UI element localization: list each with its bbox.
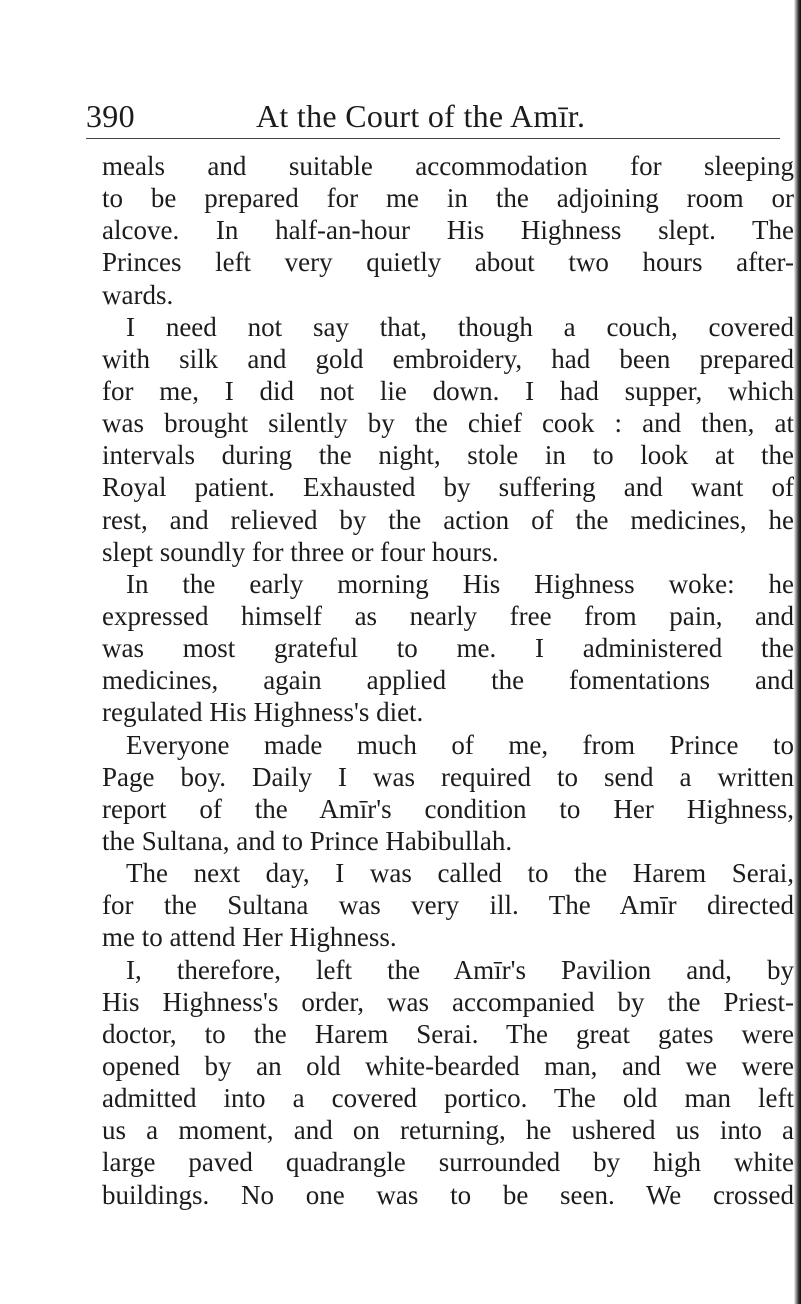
header-rule xyxy=(86,138,780,139)
text-line: opened by an old white-bearded man, and we were xyxy=(102,1050,794,1081)
text-line: The next day, I was called to the Harem Serai, xyxy=(126,858,794,889)
text-line: regulated His Highness's diet. xyxy=(102,697,424,728)
text-line: rest, and relieved by the action of the medicines, he xyxy=(102,504,794,535)
text-line: was most grateful to me. I administered the xyxy=(102,633,794,664)
text-line: large paved quadrangle surrounded by high white xyxy=(102,1147,794,1178)
text-line: me to attend Her Highness. xyxy=(102,922,397,953)
text-line: Princes left very quietly about two hours after- xyxy=(102,247,794,278)
text-line: for the Sultana was very ill. The Amīr directed xyxy=(102,890,794,921)
text-line: for me, I did not lie down. I had supper, which xyxy=(102,375,794,406)
text-line: slept soundly for three or four hours. xyxy=(102,536,499,567)
page-edge-shadow xyxy=(794,0,801,1304)
running-title: At the Court of the Amīr. xyxy=(256,98,586,134)
text-line: with silk and gold embroidery, had been prepared xyxy=(102,343,794,374)
page-number: 390 xyxy=(86,98,135,134)
body-text xyxy=(102,150,794,1211)
text-line: I, therefore, left the Amīr's Pavilion and, by xyxy=(126,954,794,985)
text-line: report of the Amīr's condition to Her Highness, xyxy=(102,793,794,824)
text-line: Royal patient. Exhausted by suffering and want of xyxy=(102,472,794,503)
text-line: medicines, again applied the fomentations and xyxy=(102,665,794,696)
text-line: His Highness's order, was accompanied by the Priest- xyxy=(102,986,794,1017)
text-line: intervals during the night, stole in to look at the xyxy=(102,440,794,471)
text-line: buildings. No one was to be seen. We crossed xyxy=(102,1179,794,1210)
text-line: In the early morning His Highness woke: he xyxy=(126,568,794,599)
running-head xyxy=(86,94,780,138)
text-line: us a moment, and on returning, he ushered us into a xyxy=(102,1115,794,1146)
text-line: was brought silently by the chief cook : and then, at xyxy=(102,408,794,439)
text-line: admitted into a covered portico. The old man left xyxy=(102,1083,794,1114)
text-line: doctor, to the Harem Serai. The great gates were xyxy=(102,1018,794,1049)
text-line: meals and suitable accommodation for sleeping xyxy=(102,151,794,181)
text-line: Page boy. Daily I was required to send a written xyxy=(102,761,794,792)
text-line: alcove. In half-an-hour His Highness slept. The xyxy=(102,215,794,246)
text-line: expressed himself as nearly free from pain, and xyxy=(102,600,794,631)
text-line: to be prepared for me in the adjoining room or xyxy=(102,183,794,214)
text-line: wards. xyxy=(102,279,174,310)
text-line: Everyone made much of me, from Prince to xyxy=(126,729,794,760)
text-line: the Sultana, and to Prince Habibullah. xyxy=(102,825,513,856)
text-line: I need not say that, though a couch, covered xyxy=(126,311,794,342)
